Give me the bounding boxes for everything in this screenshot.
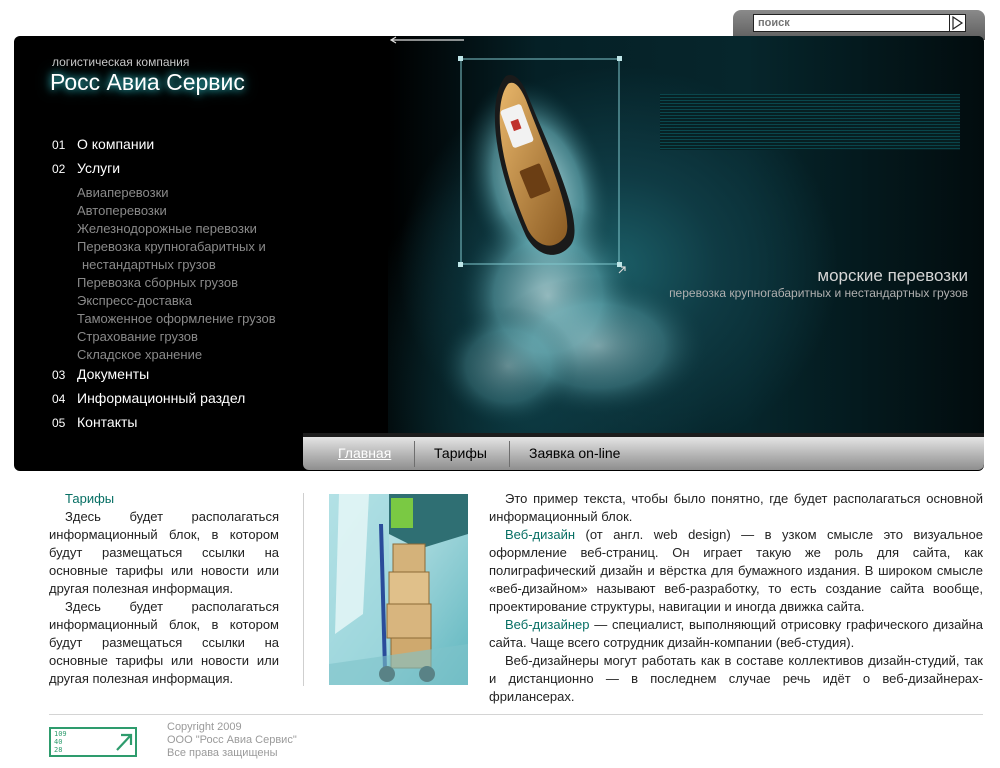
sidebar-title[interactable]: Тарифы — [65, 491, 115, 506]
submenu-item-groupage[interactable]: Перевозка сборных грузов — [77, 275, 238, 290]
cargo-photo — [329, 494, 468, 685]
submenu-item-warehouse[interactable]: Складское хранение — [77, 347, 203, 362]
tab-separator — [414, 441, 415, 467]
copyright-company: ООО "Росс Авиа Сервис" — [167, 734, 297, 746]
nav-number: 03 — [52, 368, 66, 382]
tab-separator — [509, 441, 510, 467]
nav-label: Документы — [77, 366, 150, 382]
submenu-item-insurance[interactable]: Страхование грузов — [77, 329, 198, 344]
content-paragraph — [489, 526, 983, 616]
nav-number: 05 — [52, 416, 66, 430]
play-arrow-icon — [952, 16, 964, 30]
main-content — [489, 490, 983, 706]
footer-logo[interactable] — [49, 727, 137, 757]
submenu-item-oversized[interactable]: Перевозка крупногабаритных и — [77, 239, 266, 254]
nav-number: 04 — [52, 392, 66, 406]
term-web-designer-link[interactable]: Веб-дизайнер — [505, 617, 590, 632]
column-divider — [303, 493, 304, 686]
hero-title[interactable]: морские перевозки — [817, 266, 968, 285]
submenu-item-auto[interactable]: Автоперевозки — [77, 203, 167, 218]
submenu-item-rail[interactable]: Железнодорожные перевозки — [77, 221, 257, 236]
submenu-item-air[interactable]: Авиаперевозки — [77, 185, 169, 200]
arrow-up-right-icon — [618, 266, 626, 274]
nav-label: О компании — [77, 136, 155, 152]
logo-number: 109 — [54, 730, 67, 738]
services-submenu — [52, 184, 312, 364]
arrow-left-icon — [388, 36, 464, 44]
tab-online-request[interactable]: Заявка on-line — [529, 445, 621, 461]
nav-item-about[interactable] — [52, 136, 312, 160]
tariffs-sidebar — [49, 490, 279, 688]
submenu-item-oversized-cont[interactable]: нестандартных грузов — [82, 257, 216, 272]
nav-item-info[interactable] — [52, 390, 312, 414]
hero-banner — [388, 36, 984, 436]
main-navigation — [52, 136, 312, 438]
nav-label: Услуги — [77, 160, 121, 176]
tab-bar — [303, 437, 984, 470]
hero-caption — [618, 266, 968, 300]
tagline: логистическая компания — [52, 55, 190, 69]
nav-number: 02 — [52, 162, 66, 176]
sidebar-paragraph: Здесь будет располагаться информационный блок, в котором будут размещаться ссылки на основные тарифы или новости или другая полезная информация. — [49, 599, 279, 686]
term-web-design-link[interactable]: Веб-дизайн — [505, 527, 576, 542]
submenu-item-express[interactable]: Экспресс-доставка — [77, 293, 192, 308]
sidebar-paragraph: Здесь будет располагаться информационный блок, в котором будут размещаться ссылки на основные тарифы или новости или другая полезная информация. — [49, 509, 279, 596]
intro-paragraph: Это пример текста, чтобы было понятно, где будет располагаться основной информационный блок. — [489, 491, 983, 524]
copyright — [167, 721, 297, 760]
logo-number: 40 — [54, 738, 63, 746]
header — [14, 36, 984, 471]
nav-item-services[interactable] — [52, 160, 312, 184]
copyright-rights: Все права защищены — [167, 747, 278, 759]
submenu-item-customs[interactable]: Таможенное оформление грузов — [77, 311, 276, 326]
nav-label: Контакты — [77, 414, 138, 430]
hero-subtitle: перевозка крупногабаритных и нестандартных грузов — [669, 286, 968, 300]
search-input[interactable] — [753, 14, 950, 32]
content-paragraph: Веб-дизайнеры могут работать как в составе коллективов дизайн-студий, так и дистанционно — в последнем случае речь идёт о веб-дизайнерах-фрилансерах. — [489, 653, 983, 704]
boat-illustration — [388, 36, 984, 436]
copyright-year: Copyright 2009 — [167, 721, 242, 733]
paragraph-text: (от англ. web design) — в узком смысле это визуальное оформление веб-страниц. Он играет такую же роль для сайта, как полиграфический дизайн и вёрстка для бумажного издания. В широком смысле «веб-дизайном» называют веб-разработку, то есть создание сайта вообще, проектирование структуры, навигации и иногда движка сайта. — [489, 527, 983, 614]
footer-divider — [49, 714, 983, 715]
arrow-up-right-icon — [115, 732, 133, 752]
nav-number: 01 — [52, 138, 66, 152]
paragraph-text: — специалист, выполняющий отрисовку графического дизайна сайта. Чаще всего сотрудник дизайн-компании (веб-студия). — [489, 617, 983, 650]
tab-home[interactable]: Главная — [338, 445, 392, 461]
tab-tariffs[interactable]: Тарифы — [434, 445, 487, 461]
nav-item-documents[interactable] — [52, 366, 312, 390]
search-button[interactable] — [950, 14, 966, 32]
brand-logo-text[interactable]: Росс Авиа Сервис — [50, 69, 245, 95]
nav-label: Информационный раздел — [77, 390, 246, 406]
logo-number: 28 — [54, 746, 63, 754]
nav-item-contacts[interactable] — [52, 414, 312, 438]
content-paragraph — [489, 616, 983, 652]
